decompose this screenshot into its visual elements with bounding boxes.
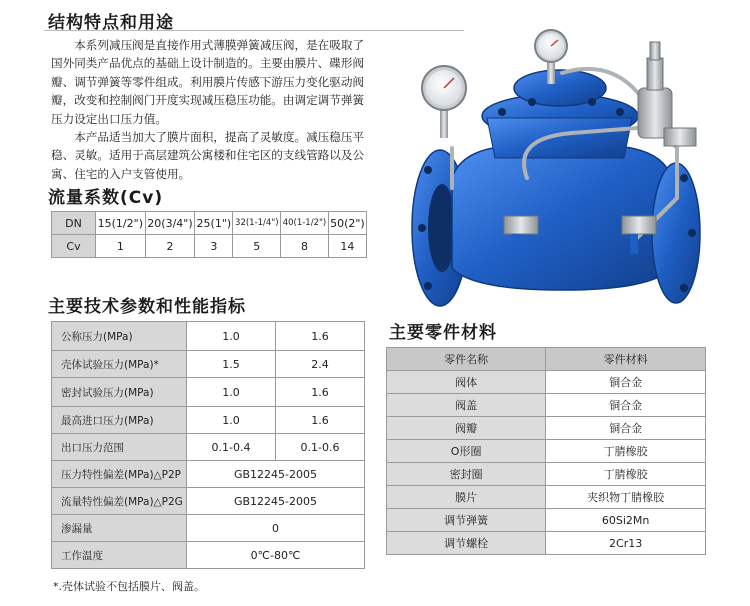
dn-cell: 32(1-1/4") — [233, 212, 281, 235]
intro-paragraph-2: 本产品适当加大了膜片面积，提高了灵敏度。减压稳压平稳、灵敏。适用于高层建筑公寓楼和住宅区的支线管路以及公寓、住宅的入户支管使用。 — [51, 130, 365, 181]
param-value: 1.0 — [187, 378, 276, 407]
param-label: 工作温度 — [52, 542, 187, 569]
pilot-regulator — [638, 42, 696, 146]
param-value: 2.4 — [276, 351, 365, 378]
flow-title: 流量系数(Cv) — [48, 188, 164, 208]
param-label: 出口压力范围 — [52, 434, 187, 461]
param-label: 壳体试验压力(MPa)* — [52, 351, 187, 378]
part-name: 调节螺栓 — [387, 532, 546, 555]
cv-table-row-cv — [52, 235, 367, 258]
parts-header-material: 零件材料 — [546, 348, 706, 371]
part-name: O形圈 — [387, 440, 546, 463]
param-label: 流量特性偏差(MPa)△P2G — [52, 488, 187, 515]
table-row — [52, 461, 365, 488]
part-material: 夹织物丁腈橡胶 — [546, 486, 706, 509]
table-row — [52, 542, 365, 569]
cv-cell: 2 — [145, 235, 195, 258]
param-value: 0 — [187, 515, 365, 542]
param-value: 1.5 — [187, 351, 276, 378]
dn-cell: 20(3/4") — [145, 212, 195, 235]
parts-header-name: 零件名称 — [387, 348, 546, 371]
table-row — [387, 532, 706, 555]
part-name: 密封圈 — [387, 463, 546, 486]
valve-product-image — [392, 28, 722, 308]
table-row — [387, 394, 706, 417]
param-label: 渗漏量 — [52, 515, 187, 542]
part-name: 膜片 — [387, 486, 546, 509]
dn-cell: 50(2") — [328, 212, 366, 235]
cv-cell: 8 — [281, 235, 329, 258]
cv-cell: 14 — [328, 235, 366, 258]
param-value: 0.1-0.4 — [187, 434, 276, 461]
table-row — [52, 407, 365, 434]
part-material: 丁腈橡胶 — [546, 463, 706, 486]
table-row — [52, 351, 365, 378]
param-value: GB12245-2005 — [187, 488, 365, 515]
table-row — [52, 515, 365, 542]
intro-paragraph-1: 本系列减压阀是直接作用式薄膜弹簧减压阀，是在吸取了国外同类产品优点的基础上设计制造的。主要由膜片、碟形阀瓣、调节弹簧等零件组成。利用膜片传感下游压力变化驱动阀瓣，改变和控制阀门开度实现减压稳压功能。由调定调节弹簧压力设定出口压力值。 — [51, 38, 365, 126]
param-value: 1.6 — [276, 378, 365, 407]
table-row — [52, 434, 365, 461]
part-material: 铜合金 — [546, 417, 706, 440]
param-value: 1.0 — [187, 407, 276, 434]
table-row — [387, 463, 706, 486]
part-material: 丁腈橡胶 — [546, 440, 706, 463]
table-row — [387, 486, 706, 509]
table-row — [387, 509, 706, 532]
cv-cell: 1 — [96, 235, 146, 258]
part-name: 调节弹簧 — [387, 509, 546, 532]
cv-cell: 3 — [195, 235, 233, 258]
part-material: 60Si2Mn — [546, 509, 706, 532]
footnote: *.壳体试验不包括膜片、阀盖。 — [53, 580, 205, 593]
param-value: 1.0 — [187, 322, 276, 351]
param-label: 公称压力(MPa) — [52, 322, 187, 351]
part-material: 2Cr13 — [546, 532, 706, 555]
param-label: 最高进口压力(MPa) — [52, 407, 187, 434]
cv-label: Cv — [52, 235, 96, 258]
table-row — [387, 440, 706, 463]
dn-cell: 25(1") — [195, 212, 233, 235]
param-value: 0.1-0.6 — [276, 434, 365, 461]
part-name: 阀体 — [387, 371, 546, 394]
pressure-gauge-left — [422, 66, 466, 138]
dn-cell: 40(1-1/2") — [281, 212, 329, 235]
cv-cell: 5 — [233, 235, 281, 258]
part-name: 阀盖 — [387, 394, 546, 417]
param-label: 密封试验压力(MPa) — [52, 378, 187, 407]
structure-title: 结构特点和用途 — [48, 13, 174, 33]
part-name: 阀瓣 — [387, 417, 546, 440]
cv-table — [51, 211, 367, 258]
table-header-row — [387, 348, 706, 371]
part-material: 铜合金 — [546, 394, 706, 417]
table-row — [52, 488, 365, 515]
dn-label: DN — [52, 212, 96, 235]
dn-cell: 15(1/2") — [96, 212, 146, 235]
intro-text — [51, 36, 369, 183]
part-material: 铜合金 — [546, 371, 706, 394]
param-value: GB12245-2005 — [187, 461, 365, 488]
cv-table-row-dn — [52, 212, 367, 235]
table-row — [387, 371, 706, 394]
tech-params-table — [51, 321, 365, 569]
parts-title: 主要零件材料 — [389, 323, 497, 343]
tech-title: 主要技术参数和性能指标 — [48, 297, 246, 317]
table-row — [387, 417, 706, 440]
param-value: 1.6 — [276, 407, 365, 434]
parts-materials-table — [386, 347, 706, 555]
param-value: 0℃-80℃ — [187, 542, 365, 569]
table-row — [52, 322, 365, 351]
param-value: 1.6 — [276, 322, 365, 351]
table-row — [52, 378, 365, 407]
param-label: 压力特性偏差(MPa)△P2P — [52, 461, 187, 488]
